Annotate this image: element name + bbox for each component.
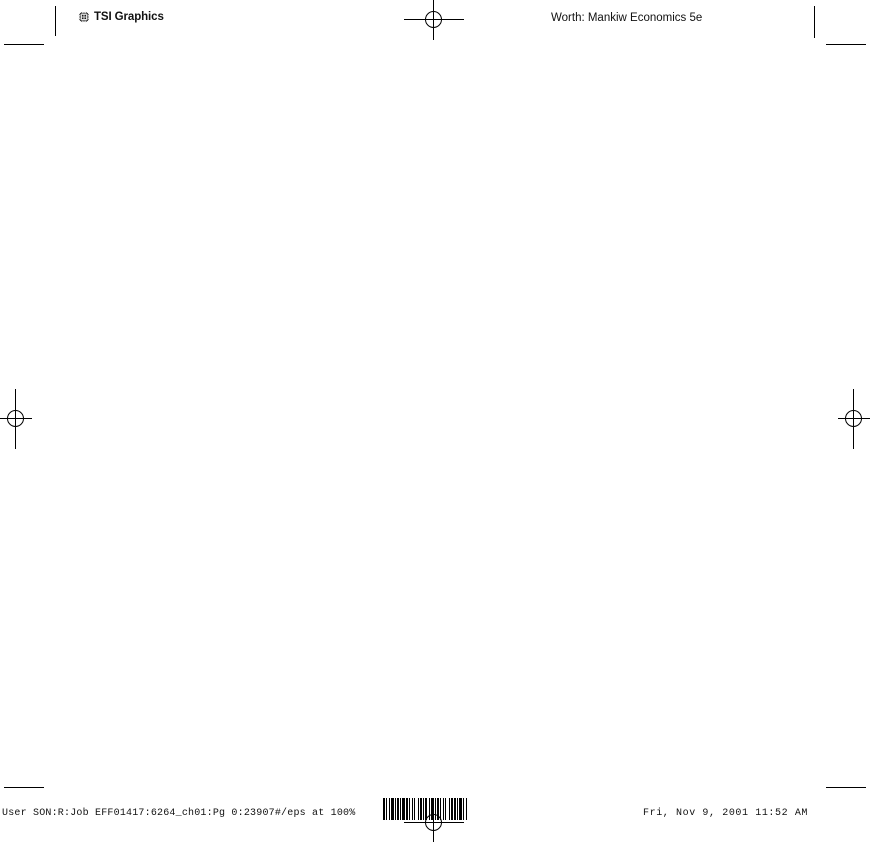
crop-mark-bottom-right (826, 787, 866, 788)
header-rule-left (55, 6, 56, 36)
crop-mark-bottom-left (4, 787, 44, 788)
reg-mark-left-middle (0, 389, 32, 449)
footer-timestamp: Fri, Nov 9, 2001 11:52 AM (643, 808, 809, 819)
crop-mark-top-right (826, 44, 866, 45)
job-barcode (383, 798, 468, 820)
footer-job-info: User SON:R:Job EFF01417:6264_ch01:Pg 0:23907#/eps at 100% (2, 808, 356, 819)
book-title-label: Worth: Mankiw Economics 5e (551, 12, 703, 24)
crop-mark-top-left (4, 44, 44, 45)
barcode-bar (467, 798, 468, 820)
tsi-graphics-logo (78, 11, 164, 23)
tsi-globe-icon (78, 11, 90, 23)
reg-mark-top-center (404, 0, 464, 40)
tsi-graphics-logo-text: TSI Graphics (94, 11, 164, 23)
header-rule-right (814, 6, 815, 38)
reg-mark-right-middle (838, 389, 870, 449)
